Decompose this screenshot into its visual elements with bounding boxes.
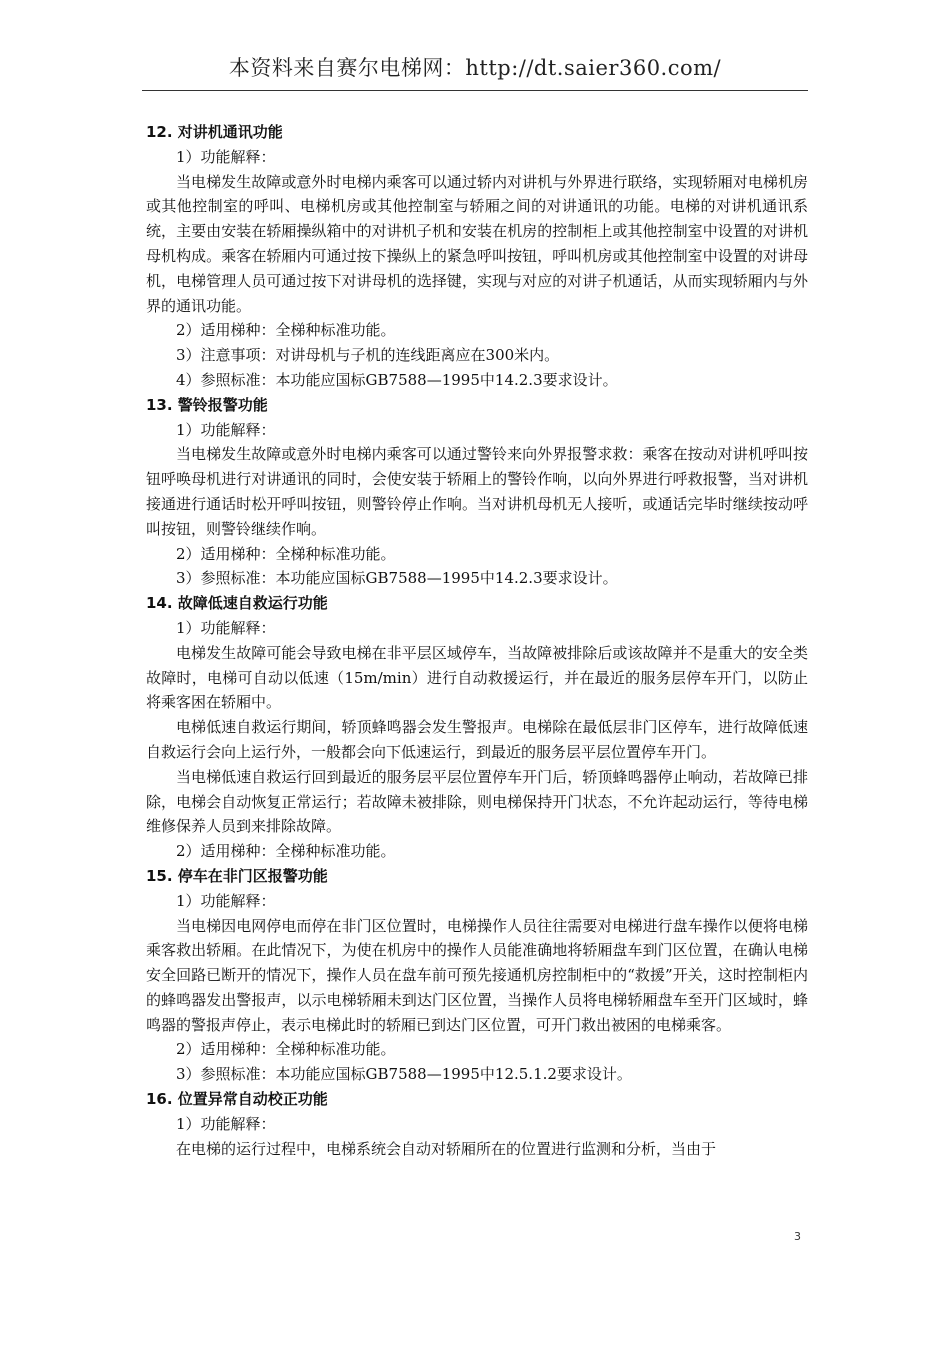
explain-label: 1）功能解释： xyxy=(176,891,276,910)
page-header: 本资料来自赛尔电梯网：http://dt.saier360.com/ xyxy=(228,56,722,80)
paragraph: 当电梯低速自救运行回到最近的服务层平层位置停车开门后，轿顶蜂鸣器停止响动，若故障已排除，电梯会自动恢复正常运行；若故障未被排除，则电梯保持开门状态，不允许起动运行，等待电梯维修保养人员到来排除故障。 xyxy=(146,767,808,836)
list-item: 2）适用梯种：全梯种标准功能。 xyxy=(176,321,396,340)
section-14 xyxy=(146,591,808,864)
explain-label: 1）功能解释： xyxy=(176,147,276,166)
section-title: 14. 故障低速自救运行功能 xyxy=(146,594,328,613)
list-item: 2）适用梯种：全梯种标准功能。 xyxy=(176,544,396,563)
section-16 xyxy=(146,1087,808,1161)
page-number: 3 xyxy=(794,1230,801,1243)
paragraph: 当电梯因电网停电而停在非门区位置时，电梯操作人员往往需要对电梯进行盘车操作以便将电梯乘客救出轿厢。在此情况下，为使在机房中的操作人员能准确地将轿厢盘车到门区位置，在确认电梯安全回路已断开的情况下，操作人员在盘车前可预先接通机房控制柜中的“救援”开关，这时控制柜内的蜂鸣器发出警报声，以示电梯轿厢未到达门区位置，当操作人员将电梯轿厢盘车至开门区域时，蜂鸣器的警报声停止，表示电梯此时的轿厢已到达门区位置，可开门救出被困的电梯乘客。 xyxy=(146,916,808,1034)
section-12 xyxy=(146,120,808,393)
explain-label: 1）功能解释： xyxy=(176,618,276,637)
paragraph: 当电梯发生故障或意外时电梯内乘客可以通过轿内对讲机与外界进行联络，实现轿厢对电梯机房或其他控制室的呼叫、电梯机房或其他控制室与轿厢之间的对讲通讯的功能。电梯的对讲机通讯系统，主要由安装在轿厢操纵箱中的对讲机子机和安装在机房的控制柜上或其他控制室中设置的对讲机母机构成。乘客在轿厢内可通过按下操纵上的紧急呼叫按钮，呼叫机房或其他控制室中设置的对讲母机，电梯管理人员可通过按下对讲母机的选择键，实现与对应的对讲子机通话，从而实现轿厢内与外界的通讯功能。 xyxy=(146,172,808,315)
paragraph: 在电梯的运行过程中，电梯系统会自动对轿厢所在的位置进行监测和分析，当由于 xyxy=(176,1139,717,1158)
section-13 xyxy=(146,393,808,591)
explain-label: 1）功能解释： xyxy=(176,1114,276,1133)
explain-label: 1）功能解释： xyxy=(176,420,276,439)
section-title: 16. 位置异常自动校正功能 xyxy=(146,1090,328,1109)
list-item: 3）参照标准：本功能应国标GB7588—1995中12.5.1.2要求设计。 xyxy=(176,1065,632,1084)
section-title: 15. 停车在非门区报警功能 xyxy=(146,866,328,885)
list-item: 4）参照标准：本功能应国标GB7588—1995中14.2.3要求设计。 xyxy=(176,370,618,389)
list-item: 2）适用梯种：全梯种标准功能。 xyxy=(176,842,396,861)
paragraph: 电梯低速自救运行期间，轿顶蜂鸣器会发生警报声。电梯除在最低层非门区停车，进行故障低速自救运行会向上运行外，一般都会向下低速运行，到最近的服务层平层位置停车开门。 xyxy=(146,718,808,761)
document-body xyxy=(146,120,808,1161)
list-item: 3）注意事项：对讲母机与子机的连线距离应在300米内。 xyxy=(176,346,560,365)
section-title: 12. 对讲机通讯功能 xyxy=(146,123,283,141)
paragraph: 电梯发生故障可能会导致电梯在非平层区域停车，当故障被排除后或该故障并不是重大的安全类故障时，电梯可自动以低速（15m/min）进行自动救援运行，并在最近的服务层停车开门，以防止将乘客困在轿厢中。 xyxy=(146,643,808,712)
list-item: 2）适用梯种：全梯种标准功能。 xyxy=(176,1040,396,1059)
section-15 xyxy=(146,864,808,1087)
section-title: 13. 警铃报警功能 xyxy=(146,395,268,414)
paragraph: 当电梯发生故障或意外时电梯内乘客可以通过警铃来向外界报警求救：乘客在按动对讲机呼叫按钮呼唤母机进行对讲通讯的同时，会使安装于轿厢上的警铃作响，以向外界进行呼救报警，当对讲机接通进行通话时松开呼叫按钮，则警铃停止作响。当对讲机母机无人接听，或通话完毕时继续按动呼叫按钮，则警铃继续作响。 xyxy=(146,445,808,538)
header-divider xyxy=(142,90,808,91)
list-item: 3）参照标准：本功能应国标GB7588—1995中14.2.3要求设计。 xyxy=(176,569,618,588)
